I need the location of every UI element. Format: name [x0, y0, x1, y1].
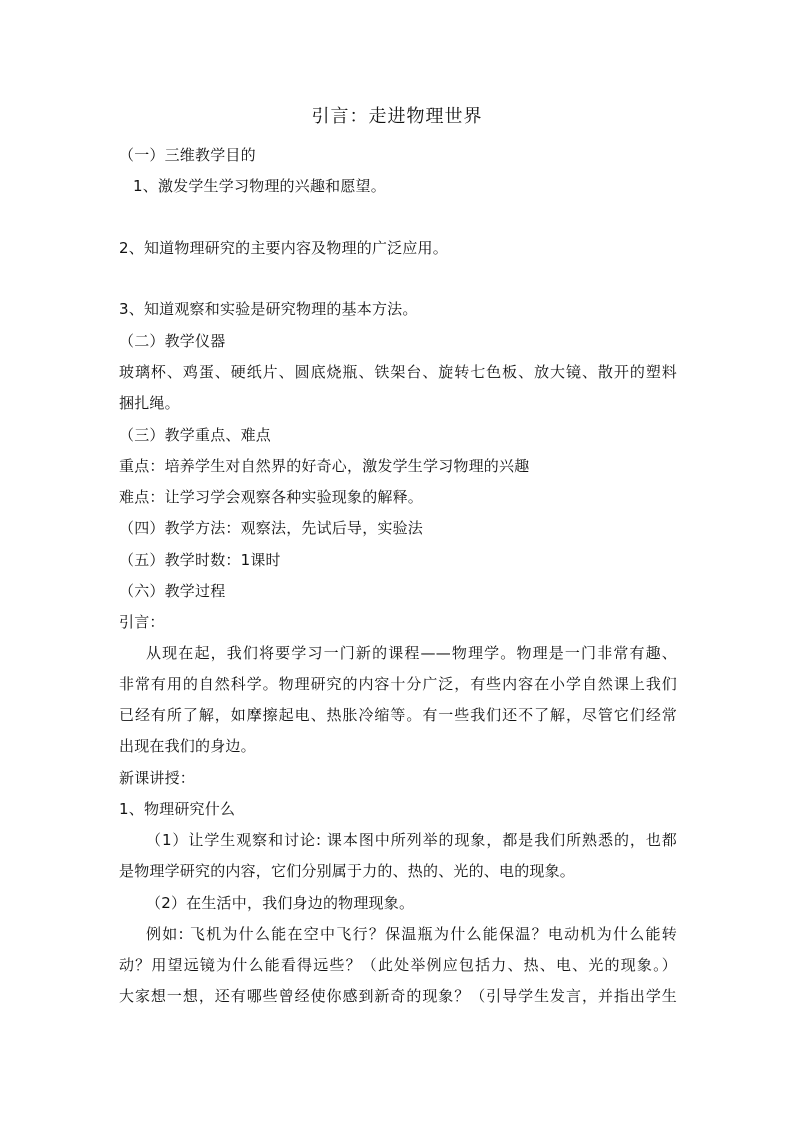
- objective-3: 3、知道观察和实验是研究物理的基本方法。: [119, 300, 418, 318]
- intro-paragraph-line-2: 非常有用的自然科学。物理研究的内容十分广泛，有些内容在小学自然课上我们: [119, 675, 677, 693]
- intro-paragraph-line-1: 从现在起，我们将要学习一门新的课程——物理学。物理是一门非常有趣、: [146, 644, 677, 662]
- intro-paragraph-line-4: 出现在我们的身边。: [119, 737, 256, 755]
- teaching-methods: （四）教学方法：观察法，先试后导，实验法: [119, 519, 424, 537]
- intro-label: 引言：: [119, 613, 165, 631]
- example-line-3: 大家想一想，还有哪些曾经使你感到新奇的现象？（引导学生发言，并指出学生: [119, 987, 677, 1005]
- difficulty: 难点：让学习学会观察各种实验现象的解释。: [119, 488, 424, 506]
- item-2: （2）在生活中，我们身边的物理现象。: [146, 894, 415, 912]
- new-lesson-label: 新课讲授：: [119, 769, 196, 787]
- item-1-line-1: （1）让学生观察和讨论: 课本图中所列举的现象，都是我们所熟悉的，也都: [146, 831, 677, 849]
- instruments-line-1: 玻璃杯、鸡蛋、硬纸片、圆底烧瓶、铁架台、旋转七色板、放大镜、散开的塑料: [119, 363, 677, 381]
- process-heading: （六）教学过程: [119, 582, 226, 600]
- topic-1-heading: 1、物理研究什么: [119, 800, 236, 818]
- teaching-hours: （五）教学时数：1课时: [119, 551, 281, 569]
- item-1-line-2: 是物理学研究的内容，它们分别属于力的、热的、光的、电的现象。: [119, 862, 576, 880]
- instruments-line-2: 捆扎绳。: [119, 394, 180, 412]
- objectives-heading: （一）三维教学目的: [119, 146, 256, 164]
- intro-paragraph-line-3: 已经有所了解，如摩擦起电、热胀冷缩等。有一些我们还不了解，尽管它们经常: [119, 706, 677, 724]
- objective-1: 1、激发学生学习物理的兴趣和愿望。: [133, 177, 386, 195]
- example-line-1: 例如: 飞机为什么能在空中飞行？保温瓶为什么能保温？电动机为什么能转: [146, 925, 677, 943]
- example-line-2: 动？用望远镜为什么能看得远些？（此处举例应包括力、热、电、光的现象。）: [119, 956, 677, 974]
- page-title: 引言：走进物理世界: [311, 106, 483, 127]
- key-points-heading: （三）教学重点、难点: [119, 426, 272, 444]
- objective-2: 2、知道物理研究的主要内容及物理的广泛应用。: [119, 239, 448, 257]
- instruments-heading: （二）教学仪器: [119, 332, 226, 350]
- key-point: 重点：培养学生对自然界的好奇心，激发学生学习物理的兴趣: [119, 457, 530, 475]
